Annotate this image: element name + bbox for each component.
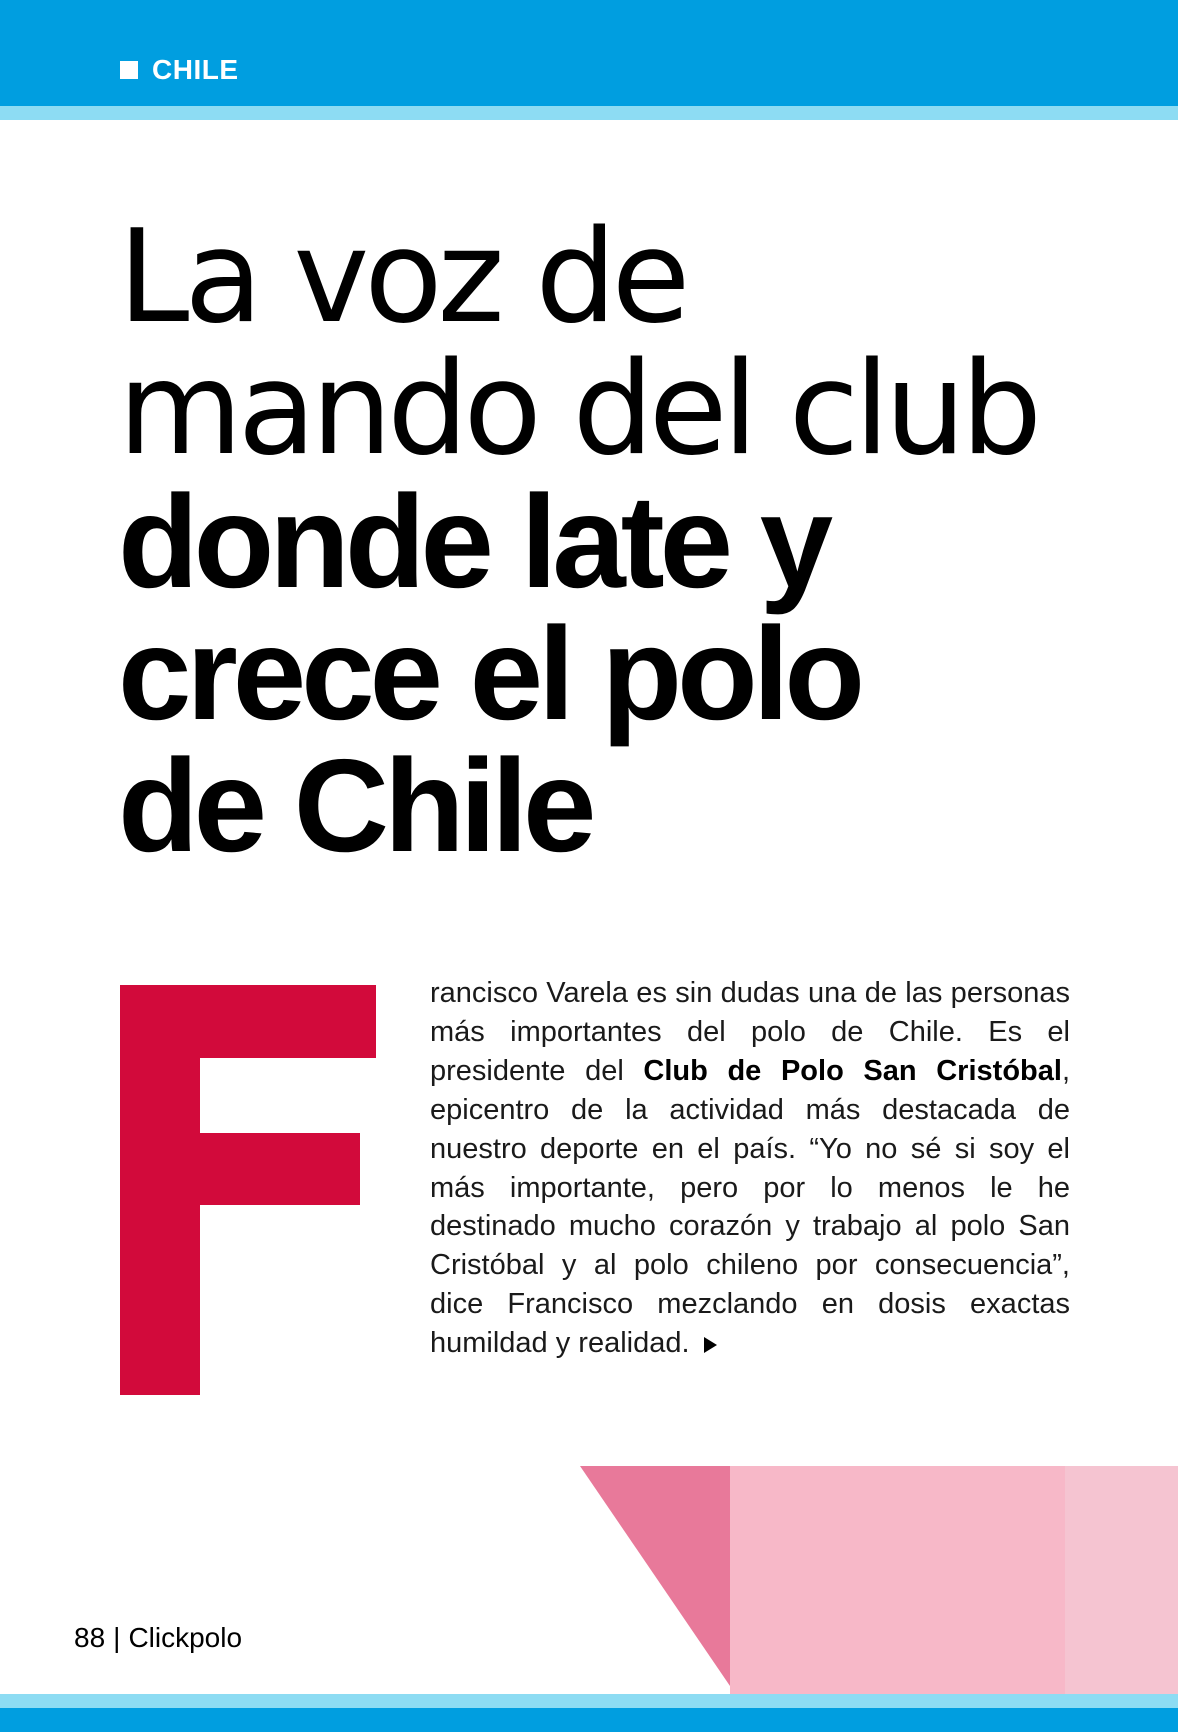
headline-line-bold: donde late y bbox=[118, 468, 829, 615]
headline-line-bold: crece el polo bbox=[118, 600, 861, 747]
page-footer bbox=[74, 1622, 242, 1654]
publication-name: Clickpolo bbox=[128, 1622, 243, 1653]
play-arrow-icon bbox=[704, 1337, 717, 1353]
square-bullet-icon bbox=[120, 61, 138, 79]
headline-line-bold: de Chile bbox=[118, 732, 592, 879]
decor-dark-triangle bbox=[580, 1466, 730, 1686]
section-tag bbox=[120, 50, 239, 90]
header-stripe bbox=[0, 106, 1178, 120]
section-label: CHILE bbox=[152, 54, 239, 85]
drop-cap bbox=[120, 985, 376, 1395]
decor-light-panel bbox=[730, 1466, 1065, 1702]
footer-separator: | bbox=[113, 1622, 121, 1653]
body-text-intro: rancisco Varela es sin dudas una de las personas más importantes del polo de Chile. Es el presidente del bbox=[430, 977, 1070, 1087]
headline-line-light: mando del club bbox=[118, 335, 1038, 484]
footer-bar bbox=[0, 1708, 1178, 1732]
decorative-shapes bbox=[580, 1466, 1178, 1702]
club-name: Club de Polo San Cristóbal bbox=[643, 1054, 1062, 1087]
body-text-rest: , epicentro de la actividad más destacada de nuestro deporte en el país. “Yo no sé si soy el más importante, pero por lo menos le he destinado mucho corazón y trabajo al polo San Cristóbal y al polo chileno por consecuencia”, dice Francisco mezclando en dosis exactas humildad y realidad. bbox=[430, 1054, 1070, 1360]
decor-lighter-panel bbox=[1065, 1466, 1178, 1702]
page-number: 88 bbox=[74, 1622, 106, 1653]
article-body bbox=[430, 974, 1070, 1363]
footer-stripe bbox=[0, 1694, 1178, 1708]
headline-line-light: La voz de bbox=[118, 203, 686, 352]
article-headline bbox=[118, 203, 1168, 879]
